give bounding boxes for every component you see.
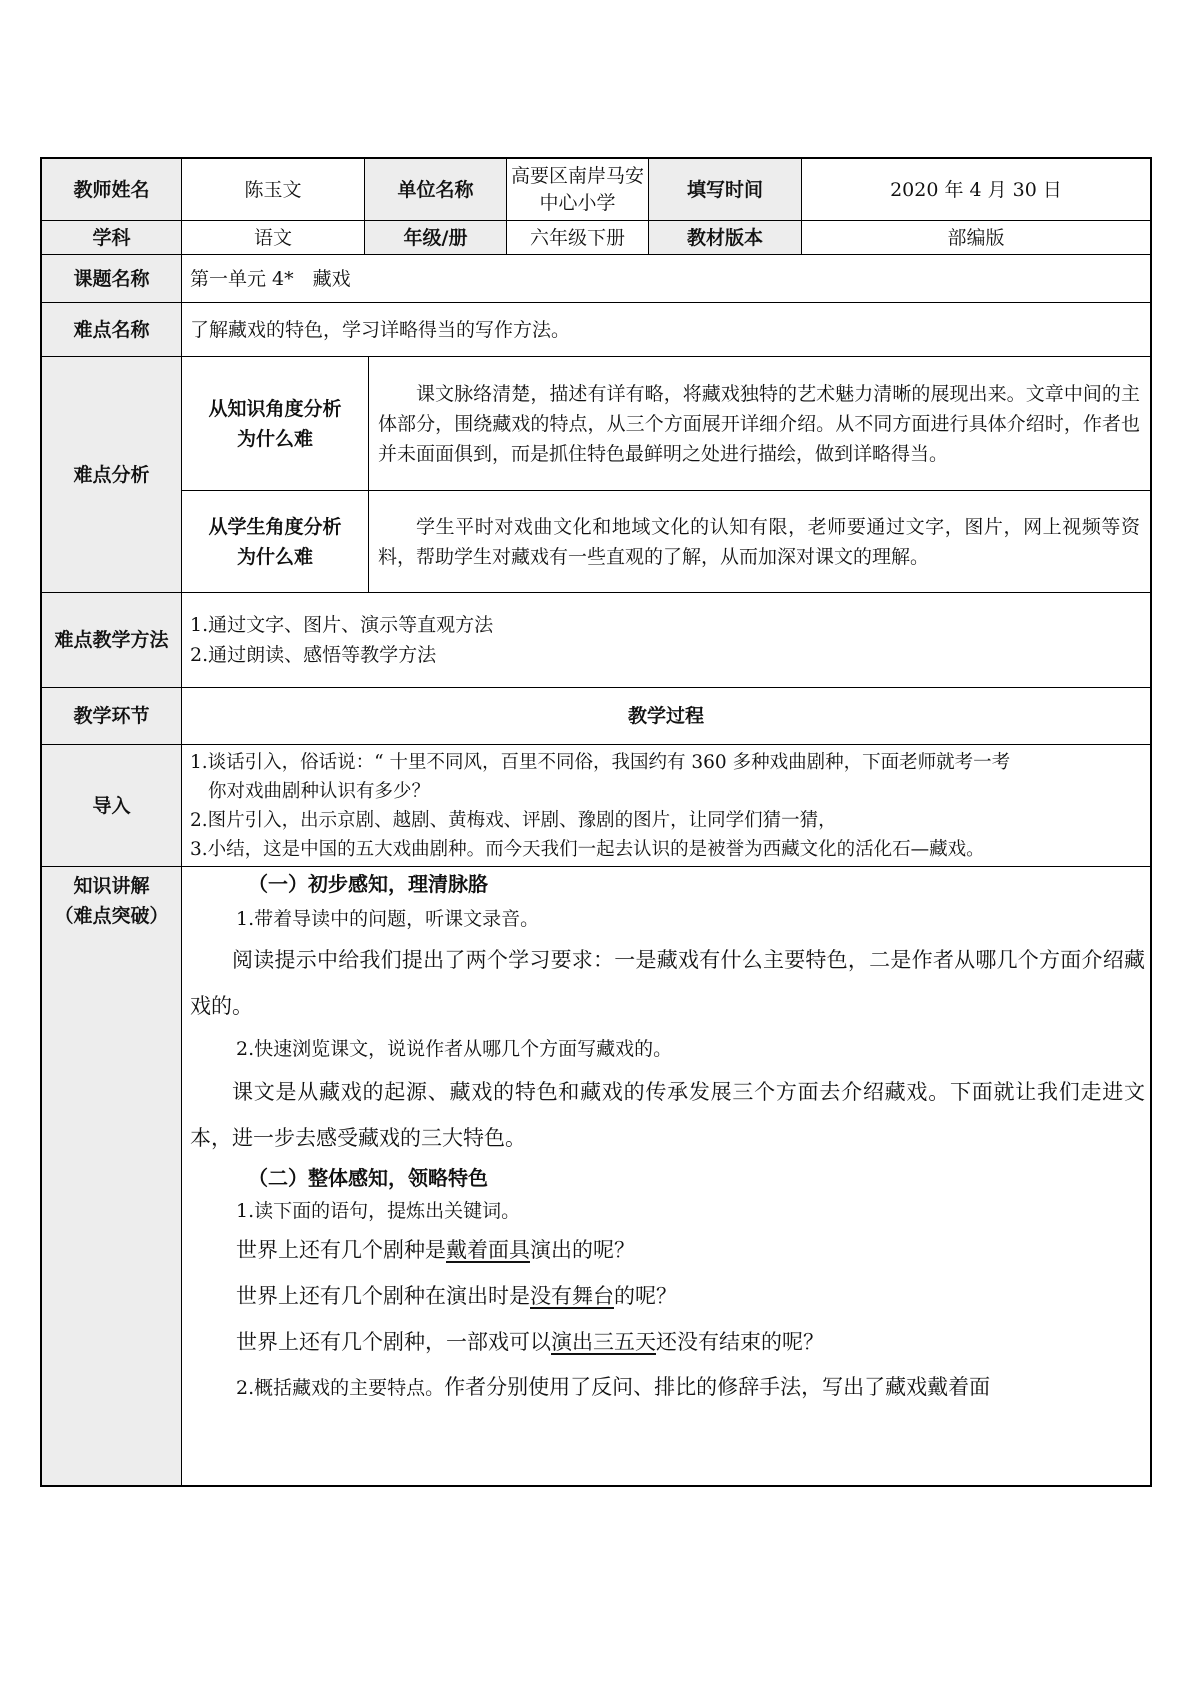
question-3-pre: 世界上还有几个剧种，一部戏可以 [236,1330,551,1354]
teacher-name-label: 教师姓名 [42,159,181,220]
question-1-keyword: 戴着面具 [446,1238,530,1262]
student-angle-label [182,491,368,592]
edition-value: 部编版 [947,226,1005,249]
process-step-label: 教学环节 [42,688,181,744]
question-1-post: 演出的呢？ [530,1238,635,1262]
knowledge-angle-line-2: 为什么难 [236,427,313,450]
section-1-title: （一）初步感知，理清脉胳 [248,872,488,896]
knowledge-angle-text: 课文脉络清楚，描述有详有略，将藏戏独特的艺术魅力清晰的展现出来。文章中间的主体部分，围绕藏戏的特点，从三个方面展开详细介绍。从不同方面进行具体介绍时，作者也并未面面俱到，而是抓住特色最鲜明之处进行描绘，做到详略得当。 [378,382,1140,465]
knowledge-content [190,867,1145,1485]
grade-label: 年级/册 [365,221,506,254]
student-angle-line-1: 从学生角度分析 [208,515,342,538]
method-item-2: 2.通过朗读、感悟等教学方法 [190,644,437,666]
section-2-item-2-b: 作者分别使用了反问、排比的修辞手法，写出了藏戏戴着面 [444,1375,991,1399]
knowledge-angle-line-1: 从知识角度分析 [208,397,342,420]
question-1-pre: 世界上还有几个剧种是 [236,1238,446,1262]
section-1-item-1: 1.带着导读中的问题，听课文录音。 [236,908,540,930]
method-item-1: 1.通过文字、图片、演示等直观方法 [190,614,494,636]
intro-text [190,745,1145,866]
difficulty-label: 难点名称 [42,303,181,356]
question-3-keyword: 演出三五天 [551,1330,656,1354]
lesson-plan-table [40,157,1152,1487]
knowledge-label [42,867,181,1485]
intro-item-1-cont: 你对戏曲剧种认识有多少？ [208,780,431,802]
section-2-title: （二）整体感知，领略特色 [248,1166,488,1190]
section-2-item-2 [190,1365,1145,1411]
intro-item-1: 1.谈话引入，俗话说：“ 十里不同风，百里不同俗，我国约有 360 多种戏曲剧种，下面老师就考一考 [190,751,1011,773]
teacher-name-value: 陈玉文 [244,178,302,201]
section-2-item-2-a: 2.概括藏戏的主要特点。 [236,1377,445,1399]
difficulty-value: 了解藏戏的特色，学习详略得当的写作方法。 [190,318,571,341]
subject-value: 语文 [253,226,292,249]
section-1-item-2: 2.快速浏览课文，说说作者从哪几个方面写藏戏的。 [236,1038,673,1060]
unit-name-value [507,159,648,220]
intro-item-3: 3.小结，这是中国的五大戏曲剧种。而今天我们一起去认识的是被誉为西藏文化的活化石—藏戏。 [190,838,985,860]
unit-name-label: 单位名称 [365,159,506,220]
question-3 [190,1319,1145,1365]
student-angle-text: 学生平时对戏曲文化和地域文化的认知有限，老师要通过文字，图片，网上视频等资料，帮助学生对藏戏有一些直观的了解，从而加深对课文的理解。 [378,515,1140,568]
unit-name-line-2: 中心小学 [539,191,616,214]
knowledge-label-line-1: 知识讲解 [73,875,150,897]
knowledge-label-line-2: （难点突破） [54,905,169,927]
knowledge-angle-label [182,357,368,490]
section-1-text-2: 课文是从藏戏的起源、藏戏的特色和藏戏的传承发展三个方面去介绍藏戏。下面就让我们走进文本，进一步去感受藏戏的三大特色。 [190,1080,1145,1150]
unit-name-line-1: 高要区南岸马安 [510,164,644,187]
intro-item-2: 2.图片引入，出示京剧、越剧、黄梅戏、评剧、豫剧的图片，让同学们猜一猜， [190,809,837,831]
student-angle-line-2: 为什么难 [236,545,313,568]
question-3-post: 还没有结束的呢？ [656,1330,824,1354]
topic-value: 第一单元 4* 藏戏 [190,267,351,290]
question-2 [190,1273,1145,1319]
fill-date-value: 2020 年 4 月 30 日 [890,178,1062,201]
grade-value: 六年级下册 [529,226,625,249]
topic-label: 课题名称 [42,255,181,302]
method-list [190,593,1140,687]
question-2-keyword: 没有舞台 [530,1284,614,1308]
subject-label: 学科 [42,221,181,254]
question-2-post: 的呢？ [614,1284,677,1308]
intro-label: 导入 [42,745,181,866]
section-2-item-1: 1.读下面的语句，提炼出关键词。 [236,1200,521,1222]
question-1 [190,1227,1145,1273]
section-1-text-1: 阅读提示中给我们提出了两个学习要求：一是藏戏有什么主要特色，二是作者从哪几个方面介绍藏戏的。 [190,948,1145,1018]
edition-label: 教材版本 [649,221,801,254]
process-header-value: 教学过程 [627,705,704,727]
method-label: 难点教学方法 [42,593,181,687]
question-2-pre: 世界上还有几个剧种在演出时是 [236,1284,530,1308]
analysis-label: 难点分析 [42,357,181,592]
fill-date-label: 填写时间 [649,159,801,220]
